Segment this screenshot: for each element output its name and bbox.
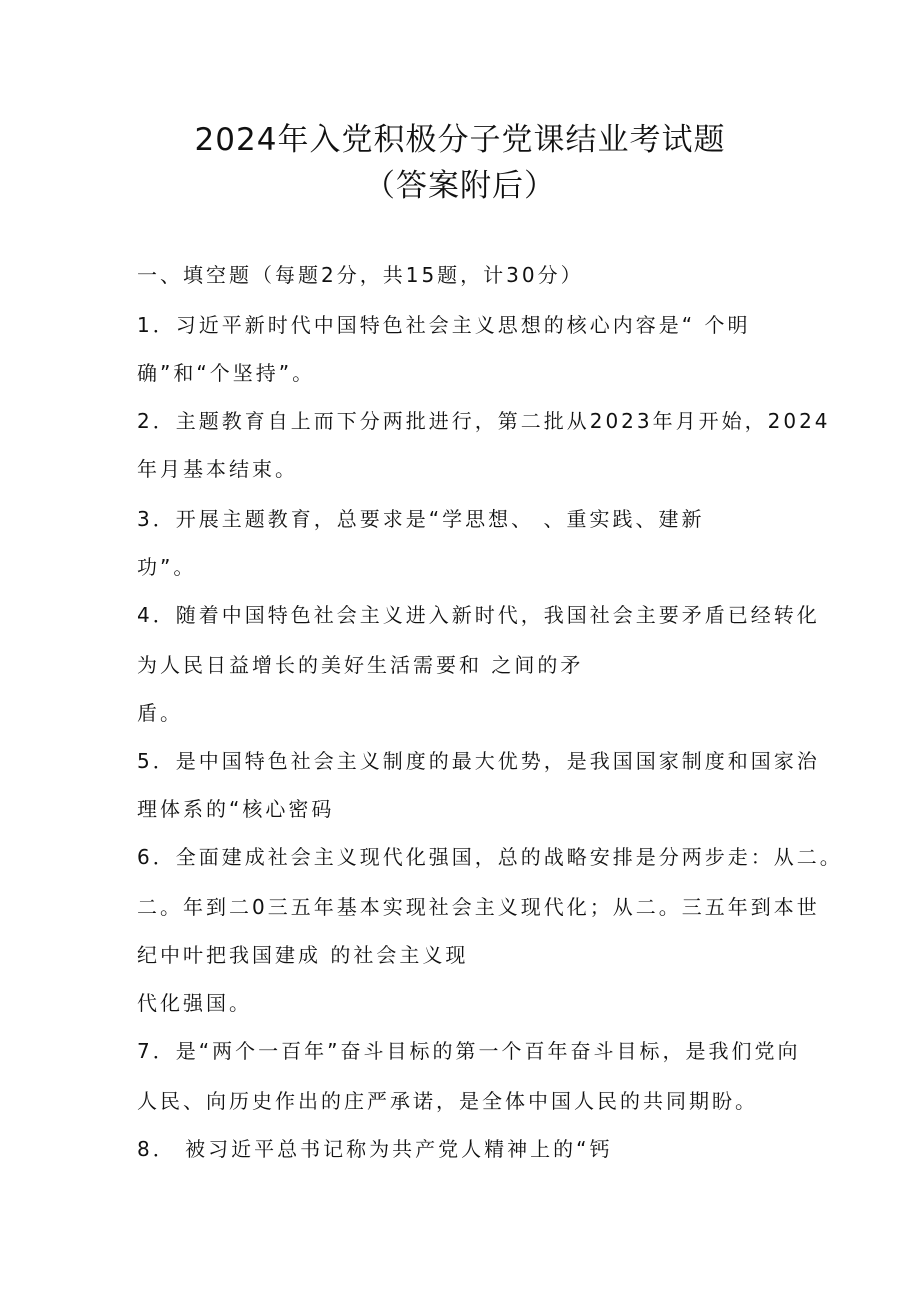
question-6-line-4: 代化强国。: [137, 991, 252, 1015]
question-7-line-1: 7．是“两个一百年”奋斗目标的第一个百年奋斗目标，是我们党向: [137, 1039, 801, 1063]
question-4-line-3: 盾。: [137, 701, 183, 725]
question-2-line-2: 年月基本结束。: [137, 457, 298, 481]
question-5-line-1: 5．是中国特色社会主义制度的最大优势，是我国国家制度和国家治: [137, 749, 820, 773]
question-6-line-3: 纪中叶把我国建成 的社会主义现: [137, 943, 469, 967]
question-6-line-2: 二。年到二0三五年基本实现社会主义现代化；从二。三五年到本世: [137, 895, 820, 919]
question-2-line-1: 2．主题教育自上而下分两批进行，第二批从2023年月开始，2024: [137, 409, 831, 433]
question-5-line-2: 理体系的“核心密码: [137, 797, 335, 821]
document-title: 2024年入党积极分子党课结业考试题: [194, 122, 726, 158]
question-1-line-1: 1．习近平新时代中国特色社会主义思想的核心内容是“ 个明: [137, 313, 751, 337]
question-4-line-1: 4．随着中国特色社会主义进入新时代，我国社会主要矛盾已经转化: [137, 603, 820, 627]
question-1-line-2: 确”和“个坚持”。: [137, 361, 316, 385]
question-7-line-2: 人民、向历史作出的庄严承诺，是全体中国人民的共同期盼。: [137, 1089, 758, 1113]
document-subtitle: （答案附后）: [364, 168, 556, 204]
question-3-line-2: 功”。: [137, 555, 197, 579]
section-heading: 一、填空题（每题2分，共15题，计30分）: [137, 263, 584, 287]
question-8-line-1: 8． 被习近平总书记称为共产党人精神上的“钙: [137, 1137, 613, 1161]
question-6-line-1: 6．全面建成社会主义现代化强国，总的战略安排是分两步走：从二。: [137, 845, 843, 869]
question-4-line-2: 为人民日益增长的美好生活需要和 之间的矛: [137, 653, 584, 677]
question-3-line-1: 3．开展主题教育，总要求是“学思想、 、重实践、建新: [137, 507, 705, 531]
